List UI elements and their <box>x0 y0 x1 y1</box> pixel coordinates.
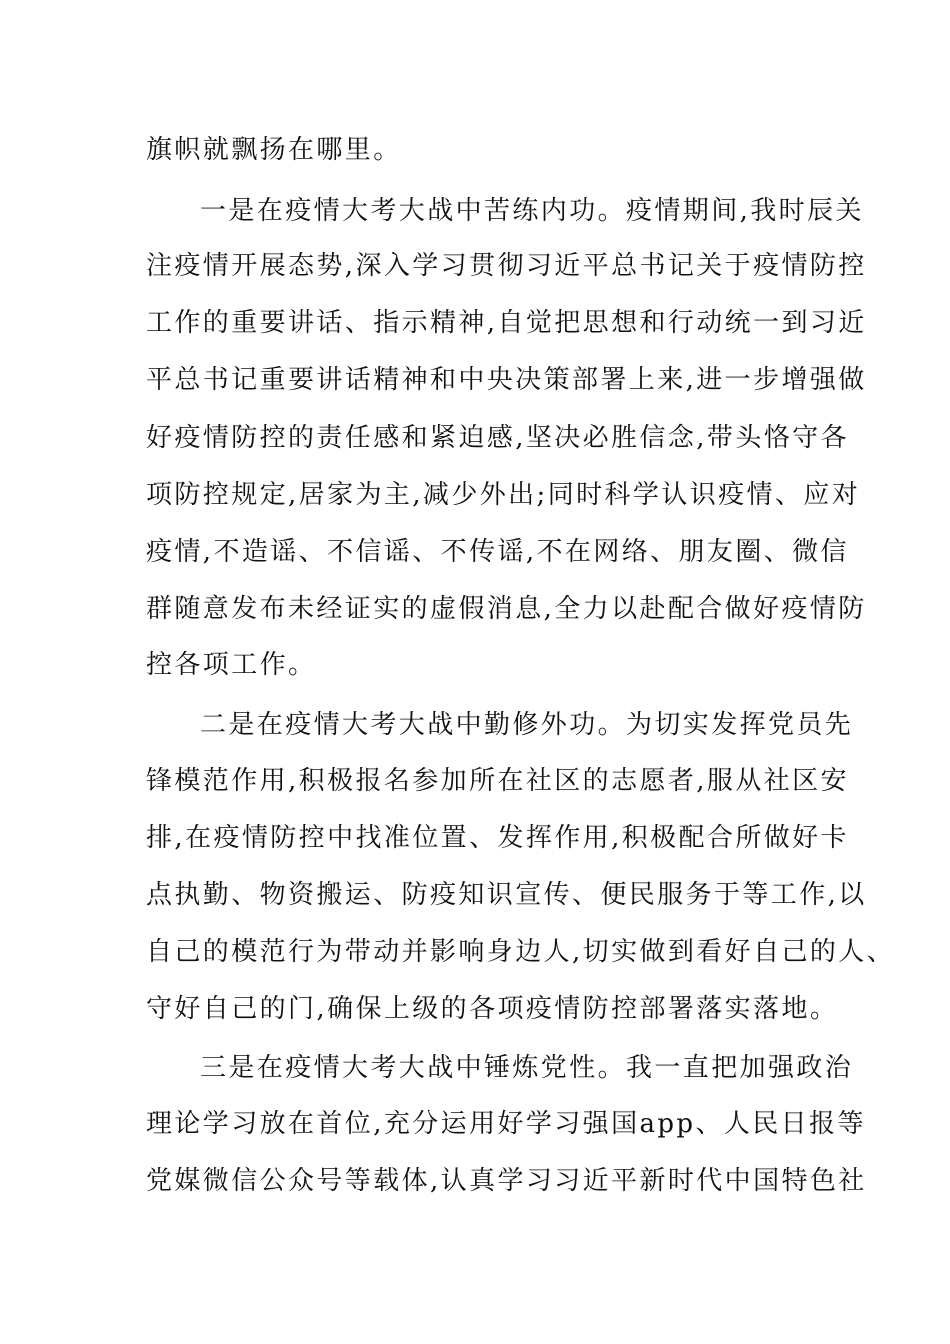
text-line-5: 平总书记重要讲话精神和中央决策部署上来,进一步增强做 <box>146 365 867 395</box>
text-line-8: 疫情,不造谣、不信谣、不传谣,不在网络、朋友圈、微信 <box>146 537 849 567</box>
text-line-2: 一是在疫情大考大战中苦练内功。疫情期间,我时辰关 <box>200 196 864 226</box>
text-line-16: 守好自己的门,确保上级的各项疫情防控部署落实落地。 <box>146 994 839 1024</box>
text-line-10: 控各项工作。 <box>146 650 317 680</box>
text-line-4: 工作的重要讲话、指示精神,自觉把思想和行动统一到习近 <box>146 308 867 338</box>
text-line-6: 好疫情防控的责任感和紧迫感,坚决必胜信念,带头恪守各 <box>146 423 849 453</box>
text-line-3: 注疫情开展态势,深入学习贯彻习近平总书记关于疫情防控 <box>146 251 867 281</box>
text-line-17: 三是在疫情大考大战中锤炼党性。我一直把加强政治 <box>200 1053 854 1083</box>
text-line-13: 排,在疫情防控中找准位置、发挥作用,积极配合所做好卡 <box>146 823 849 853</box>
text-line-9: 群随意发布未经证实的虚假消息,全力以赴配合做好疫情防 <box>146 594 867 624</box>
text-line-15: 自己的模范行为带动并影响身边人,切实做到看好自己的人、 <box>146 937 896 967</box>
text-line-14: 点执勤、物资搬运、防疫知识宣传、便民服务于等工作,以 <box>146 880 867 910</box>
text-line-1: 旗帜就飘扬在哪里。 <box>146 135 402 165</box>
text-line-12: 锋模范作用,积极报名参加所在社区的志愿者,服从社区安 <box>146 766 849 796</box>
text-line-19: 党媒微信公众号等载体,认真学习习近平新时代中国特色社 <box>146 1166 867 1196</box>
text-line-11: 二是在疫情大考大战中勤修外功。为切实发挥党员先 <box>200 710 854 740</box>
text-line-7: 项防控规定,居家为主,减少外出;同时科学认识疫情、应对 <box>146 480 861 510</box>
text-line-18: 理论学习放在首位,充分运用好学习强国app、人民日报等 <box>146 1109 866 1139</box>
